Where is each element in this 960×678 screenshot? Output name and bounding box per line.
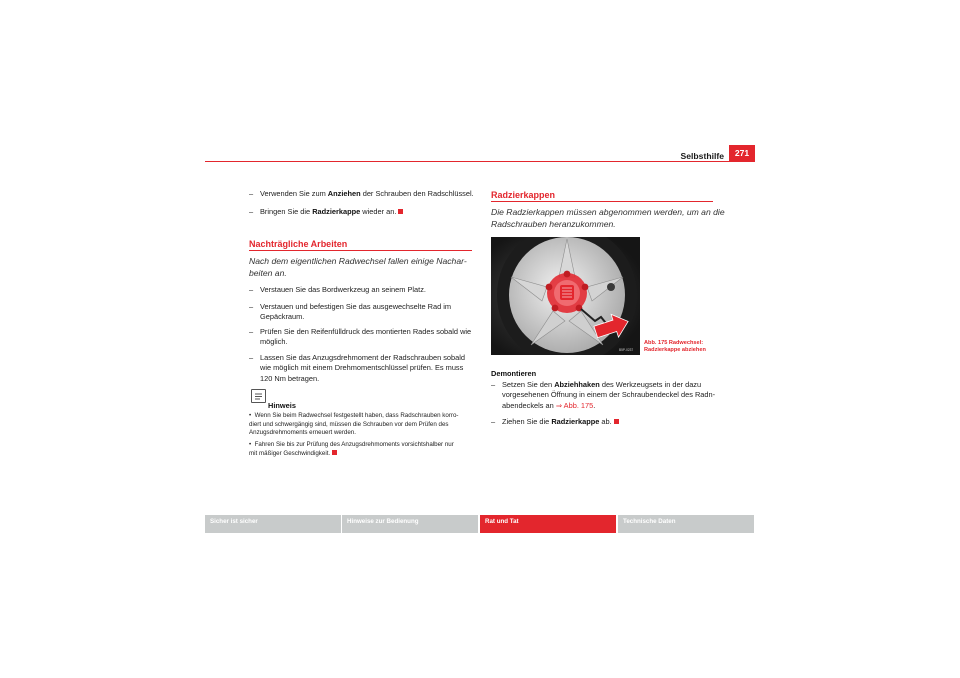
note-icon	[251, 389, 266, 403]
list-item: – Verwenden Sie zum Anziehen der Schrauben den Radschlüssel.	[249, 189, 474, 198]
list-item: – Prüfen Sie den Reifenfülldruck des montierten Rades sobald wie möglich.	[249, 327, 472, 347]
section-heading: Nachträgliche Arbeiten	[249, 239, 348, 249]
note-title: Hinweis	[268, 401, 296, 410]
tab-sicher-ist-sicher[interactable]: Sicher ist sicher	[205, 515, 341, 533]
header-rule	[205, 161, 755, 162]
list-item: – Bringen Sie die Radzierkappe wieder an.	[249, 207, 484, 217]
tab-rat-und-tat[interactable]: Rat und Tat	[480, 515, 616, 533]
note-bullet: • Wenn Sie beim Radwechsel festgestellt haben, dass Radschrauben korro- diert und schwergängig sind, müssen die Schrauben vor dem Prüfen des Anzugsdrehmoments erneuert werden.	[249, 412, 459, 436]
figure-code: B5P-0237	[619, 348, 634, 352]
section-intro: Nach dem eigentlichen Radwechsel fallen einige Nachar- beiten an.	[249, 256, 467, 278]
list-item: – Verstauen Sie das Bordwerkzeug an seinem Platz.	[249, 285, 426, 294]
list-item: – Verstauen und befestigen Sie das ausgewechselte Rad im Gepäckraum.	[249, 302, 452, 322]
wheel-illustration	[491, 237, 640, 355]
figure-reference-link[interactable]: ⇒ Abb. 175	[555, 400, 594, 410]
list-item: – Ziehen Sie die Radzierkappe ab.	[491, 417, 726, 427]
running-header-title: Selbsthilfe	[680, 151, 724, 161]
tab-technische-daten[interactable]: Technische Daten	[618, 515, 754, 533]
subheading: Demontieren	[491, 369, 537, 378]
section-rule	[249, 250, 472, 251]
section-heading: Radzierkappen	[491, 190, 556, 200]
end-mark-icon	[332, 450, 337, 455]
wheel-cover-figure	[491, 237, 640, 355]
list-item: – Lassen Sie das Anzugsdrehmoment der Radschrauben sobald wie möglich mit einem Drehmomentschlüssel prüfen. Es muss 120 Nm betragen.	[249, 353, 466, 383]
figure-caption: Abb. 175 Radwechsel: Radzierkappe abziehen	[644, 340, 706, 353]
note-bullet: • Fahren Sie bis zur Prüfung des Anzugsdrehmoments vorsichtshalber nur mit mäßiger Geschwindigkeit.	[249, 441, 454, 457]
tab-hinweise-zur-bedienung[interactable]: Hinweise zur Bedienung	[342, 515, 478, 533]
section-rule	[491, 201, 713, 202]
section-intro: Die Radzierkappen müssen abgenommen werden, um an die Radschrauben heranzukommen.	[491, 207, 725, 229]
end-mark-icon	[614, 419, 619, 424]
list-item: – Setzen Sie den Abziehhaken des Werkzeugsets in der dazu vorgesehenen Öffnung in einem der Schraubendeckel des Radn- abendeckels an ⇒ Abb. 175.	[491, 380, 716, 410]
page-number: 271	[729, 145, 755, 161]
end-mark-icon	[398, 209, 403, 214]
